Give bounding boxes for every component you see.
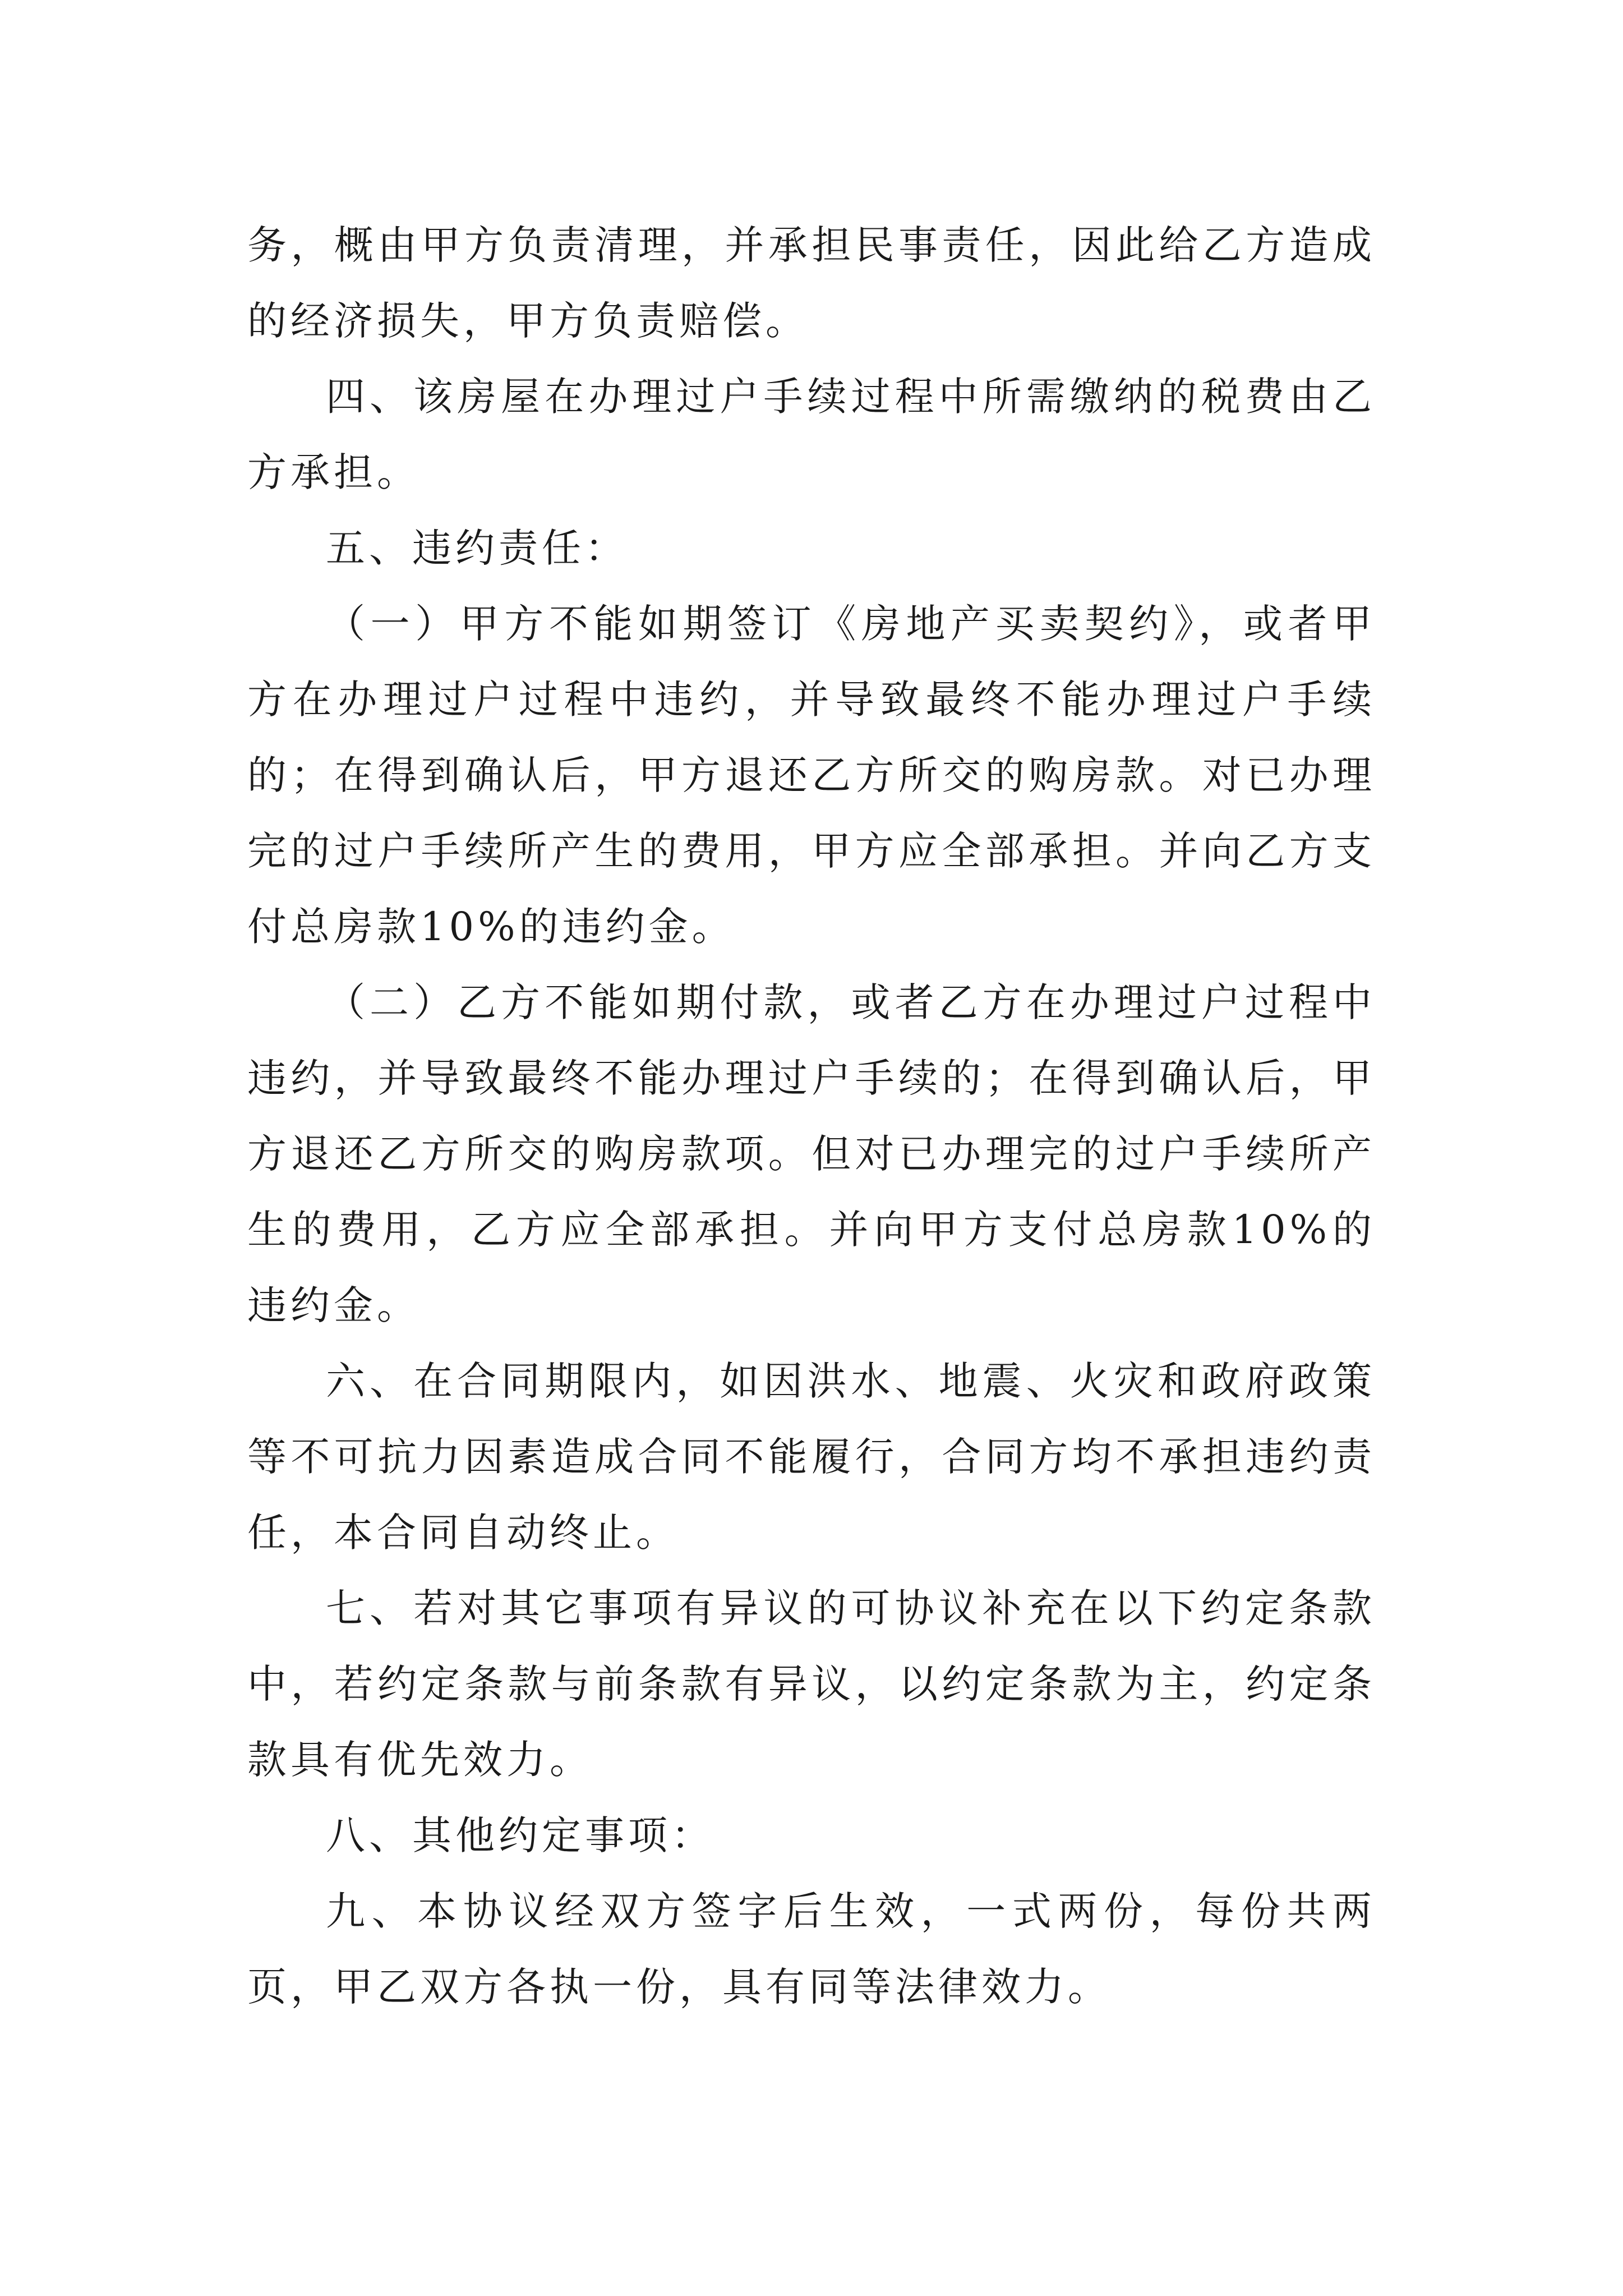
clause-5-2-party-b-breach: （二）乙方不能如期付款，或者乙方在办理过户过程中违约，并导致最终不能办理过户手续的；在得到确认后，甲方退还乙方所交的购房款项。但对已办理完的过户手续所产生的费用，乙方应全部承担。并向甲方支付总房款10%的违约金。 [247, 979, 1376, 1328]
clause-4-taxes: 四、该房屋在办理过户手续过程中所需缴纳的税费由乙方承担。 [247, 374, 1376, 495]
paragraph-continuation: 务，概由甲方负责清理，并承担民事责任，因此给乙方造成的经济损失，甲方负责赔偿。 [247, 222, 1376, 344]
clause-6-force-majeure: 六、在合同期限内，如因洪水、地震、火灾和政府政策等不可抗力因素造成合同不能履行，合同方均不承担违约责任，本合同自动终止。 [247, 1358, 1376, 1556]
clause-8-other-matters: 八、其他约定事项： [326, 1812, 714, 1858]
clause-5-heading: 五、违约责任： [326, 525, 628, 571]
document-body [247, 208, 1376, 2025]
clause-7-supplementary-terms: 七、若对其它事项有异议的可协议补充在以下约定条款中，若约定条款与前条款有异议，以约定条款为主，约定条款具有优先效力。 [247, 1585, 1376, 1783]
clause-5-1-party-a-breach: （一）甲方不能如期签订《房地产买卖契约》，或者甲方在办理过户过程中违约，并导致最终不能办理过户手续的；在得到确认后，甲方退还乙方所交的购房款。对已办理完的过户手续所产生的费用，甲方应全部承担。并向乙方支付总房款10%的违约金。 [247, 601, 1376, 950]
clause-9-effectiveness: 九、本协议经双方签字后生效，一式两份，每份共两页，甲乙双方各执一份，具有同等法律效力。 [247, 1888, 1376, 2010]
